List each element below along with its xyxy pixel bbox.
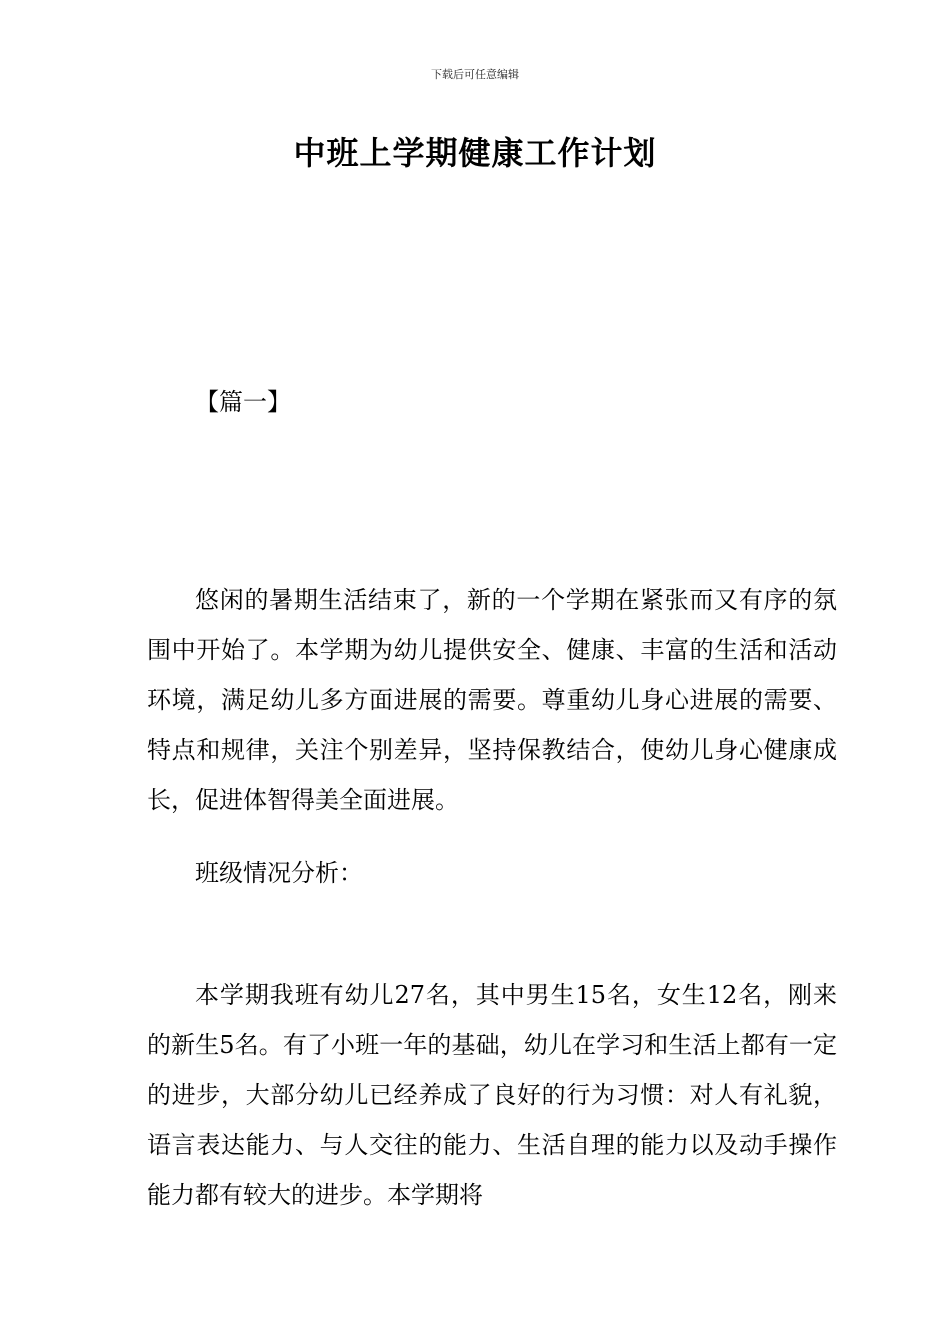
paragraph-class-analysis-heading: 班级情况分析： — [195, 859, 363, 887]
section-label: 【篇一】 — [195, 388, 291, 416]
document-title: 中班上学期健康工作计划 — [293, 134, 657, 172]
page-header-note: 下载后可任意编辑 — [431, 68, 519, 81]
paragraph-class-analysis: 本学期我班有幼儿27名，其中男生15名，女生12名，刚来的新生5名。有了小班一年的基础，幼儿在学习和生活上都有一定的进步，大部分幼儿已经养成了良好的行为习惯：对人有礼貌，语言表达能力、与人交往的能力、生活自理的能力以及动手操作能力都有较大的进步。本学期将 — [147, 981, 837, 1209]
paragraph-intro: 悠闲的暑期生活结束了，新的一个学期在紧张而又有序的氛围中开始了。本学期为幼儿提供安全、健康、丰富的生活和活动环境，满足幼儿多方面进展的需要。尊重幼儿身心进展的需要、特点和规律，关注个别差异，坚持保教结合，使幼儿身心健康成长，促进体智得美全面进展。 — [147, 586, 837, 814]
